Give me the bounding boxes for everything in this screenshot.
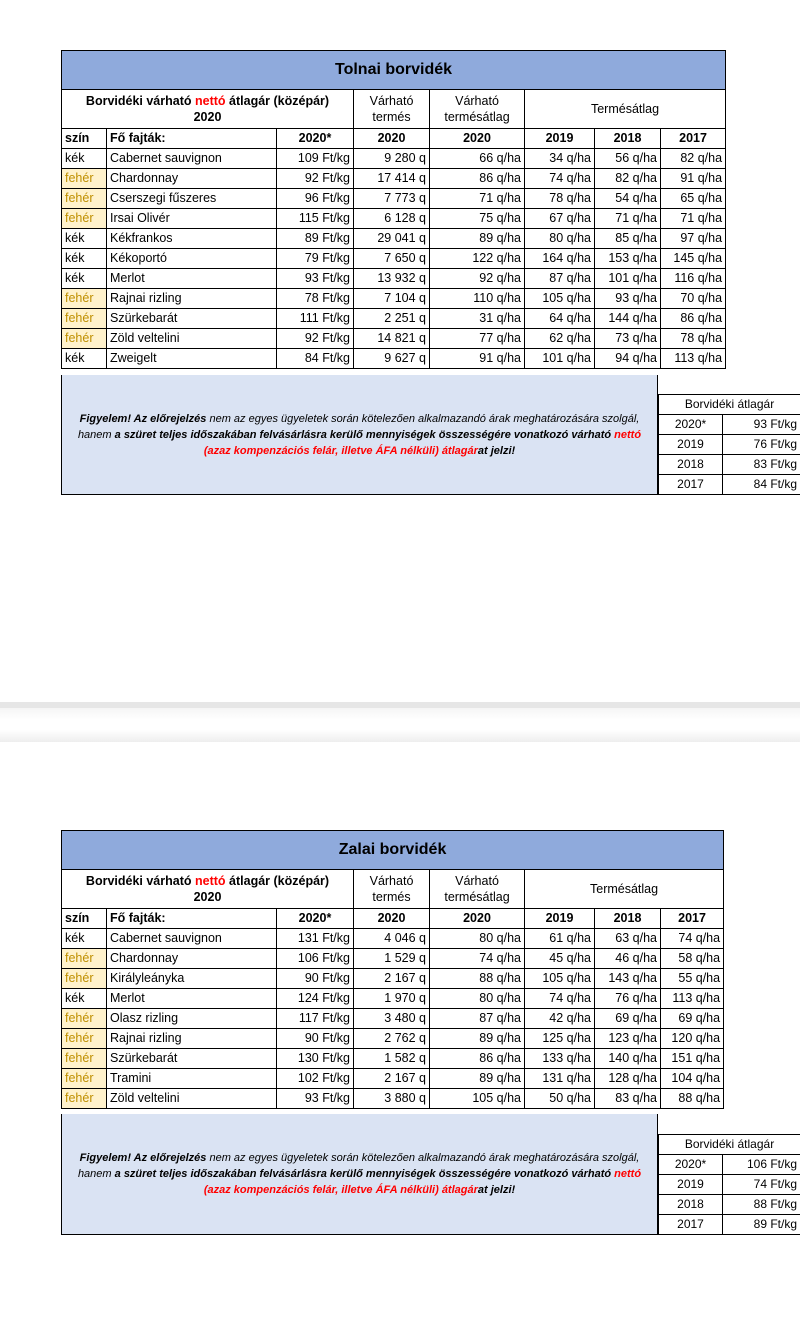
expected-yield-header: Várható termés [354,90,430,129]
avg-year: 2019 [659,435,723,455]
cell-price: 84 Ft/kg [277,349,354,369]
avg-price: 74 Ft/kg [723,1175,800,1195]
table-row [62,1069,724,1089]
cell-2019: 125 q/ha [525,1029,595,1049]
avg-year: 2018 [659,455,723,475]
note-text: Figyelem! Az előrejelzés nem az egyes ügyeletek során kötelezően alkalmazandó árak meghatározására szolgál, hanem a szüret teljes időszakában felvásárlásra kerülő mennyiségek összességére vonatkozó várható nettó (azaz kompenzációs felár, illetve ÁFA nélküli) átlagárat jelzi! [77,412,642,457]
cell-variety: Rajnai rizling [107,289,277,309]
cell-2017: 78 q/ha [661,329,726,349]
cell-2017: 145 q/ha [661,249,726,269]
avg-year: 2019 [659,1175,723,1195]
cell-2018: 63 q/ha [595,929,661,949]
col-2017: 2017 [661,129,726,149]
cell-2018: 82 q/ha [595,169,661,189]
table-row [62,249,726,269]
table-row [62,349,726,369]
expected-avg-header: Várható termésátlag [430,90,525,129]
cell-2018: 93 q/ha [595,289,661,309]
col-2018: 2018 [595,909,661,929]
cell-variety: Zweigelt [107,349,277,369]
cell-color: fehér [62,329,107,349]
cell-variety: Cabernet sauvignon [107,929,277,949]
table-row [62,929,724,949]
cell-yield: 9 280 q [354,149,430,169]
cell-avg: 91 q/ha [430,349,525,369]
note-box [61,375,658,495]
cell-2019: 87 q/ha [525,269,595,289]
price-header: Borvidéki várható nettó átlagár (középár) 2020 [62,870,354,909]
cell-2019: 64 q/ha [525,309,595,329]
cell-avg: 71 q/ha [430,189,525,209]
cell-2019: 45 q/ha [525,949,595,969]
col-avg: 2020 [430,129,525,149]
note-box [61,1114,658,1235]
cell-variety: Zöld veltelini [107,1089,277,1109]
table-row [62,969,724,989]
cell-2017: 65 q/ha [661,189,726,209]
cell-avg: 110 q/ha [430,289,525,309]
cell-2019: 78 q/ha [525,189,595,209]
cell-2017: 71 q/ha [661,209,726,229]
cell-yield: 17 414 q [354,169,430,189]
cell-2018: 128 q/ha [595,1069,661,1089]
avg-year: 2017 [659,475,723,495]
cell-price: 78 Ft/kg [277,289,354,309]
cell-2018: 140 q/ha [595,1049,661,1069]
cell-yield: 2 251 q [354,309,430,329]
cell-2018: 71 q/ha [595,209,661,229]
cell-variety: Cserszegi fűszeres [107,189,277,209]
cell-price: 115 Ft/kg [277,209,354,229]
cell-variety: Merlot [107,989,277,1009]
cell-color: fehér [62,1009,107,1029]
cell-2017: 82 q/ha [661,149,726,169]
expected-yield-header: Várható termés [354,870,430,909]
col-price: 2020* [277,129,354,149]
cell-2017: 70 q/ha [661,289,726,309]
expected-avg-header: Várható termésátlag [430,870,525,909]
cell-avg: 74 q/ha [430,949,525,969]
cell-yield: 9 627 q [354,349,430,369]
cell-2018: 83 q/ha [595,1089,661,1109]
cell-price: 92 Ft/kg [277,329,354,349]
cell-2019: 131 q/ha [525,1069,595,1089]
cell-avg: 31 q/ha [430,309,525,329]
avg-price: 84 Ft/kg [723,475,800,495]
cell-2017: 151 q/ha [661,1049,724,1069]
cell-2018: 153 q/ha [595,249,661,269]
section-tolnai [61,50,725,369]
table-row [62,989,724,1009]
table-row [62,949,724,969]
cell-price: 96 Ft/kg [277,189,354,209]
avg-year: 2017 [659,1215,723,1235]
col-price: 2020* [277,909,354,929]
cell-yield: 1 529 q [354,949,430,969]
col-color: szín [62,909,107,929]
cell-yield: 7 773 q [354,189,430,209]
cell-color: kék [62,269,107,289]
page-divider [0,702,800,742]
cell-2019: 50 q/ha [525,1089,595,1109]
cell-2018: 76 q/ha [595,989,661,1009]
cell-2019: 42 q/ha [525,1009,595,1029]
cell-price: 124 Ft/kg [277,989,354,1009]
table-row [62,1009,724,1029]
cell-yield: 3 480 q [354,1009,430,1029]
harvest-avg-header: Termésátlag [525,90,726,129]
cell-avg: 88 q/ha [430,969,525,989]
cell-2019: 133 q/ha [525,1049,595,1069]
cell-2018: 46 q/ha [595,949,661,969]
cell-yield: 7 104 q [354,289,430,309]
cell-color: kék [62,349,107,369]
cell-avg: 66 q/ha [430,149,525,169]
note-text: Figyelem! Az előrejelzés nem az egyes ügyeletek során kötelezően alkalmazandó árak meghatározására szolgál, hanem a szüret teljes időszakában felvásárlásra kerülő mennyiségek összességére vonatkozó várható nettó (azaz kompenzációs felár, illetve ÁFA nélküli) átlagárat jelzi! [77,1152,642,1196]
cell-yield: 29 041 q [354,229,430,249]
cell-variety: Tramini [107,1069,277,1089]
table-row [62,1049,724,1069]
cell-yield: 13 932 q [354,269,430,289]
cell-2017: 116 q/ha [661,269,726,289]
cell-variety: Királyleányka [107,969,277,989]
cell-2018: 56 q/ha [595,149,661,169]
cell-yield: 14 821 q [354,329,430,349]
cell-2017: 113 q/ha [661,989,724,1009]
col-2019: 2019 [525,129,595,149]
cell-2018: 94 q/ha [595,349,661,369]
col-2019: 2019 [525,909,595,929]
table-row [62,189,726,209]
cell-color: fehér [62,1089,107,1109]
cell-color: fehér [62,289,107,309]
table-row [62,1089,724,1109]
cell-2018: 54 q/ha [595,189,661,209]
table-row [62,209,726,229]
cell-yield: 2 167 q [354,1069,430,1089]
cell-2018: 101 q/ha [595,269,661,289]
avg-table-title: Borvidéki átlagár [659,1135,800,1155]
cell-price: 89 Ft/kg [277,229,354,249]
cell-variety: Rajnai rizling [107,1029,277,1049]
cell-2019: 61 q/ha [525,929,595,949]
rows-body [62,149,726,369]
avg-price: 76 Ft/kg [723,435,800,455]
cell-yield: 4 046 q [354,929,430,949]
cell-color: fehér [62,949,107,969]
section-title: Zalai borvidék [62,831,724,870]
cell-avg: 89 q/ha [430,1069,525,1089]
cell-avg: 86 q/ha [430,169,525,189]
cell-2019: 74 q/ha [525,989,595,1009]
cell-variety: Chardonnay [107,949,277,969]
cell-2019: 67 q/ha [525,209,595,229]
cell-variety: Chardonnay [107,169,277,189]
cell-price: 130 Ft/kg [277,1049,354,1069]
table-row [62,289,726,309]
cell-color: kék [62,989,107,1009]
col-variety: Fő fajták: [107,129,277,149]
cell-yield: 1 970 q [354,989,430,1009]
avg-year: 2020* [659,415,723,435]
cell-color: fehér [62,1049,107,1069]
table-row [62,309,726,329]
section-title: Tolnai borvidék [62,51,726,90]
cell-variety: Kékoportó [107,249,277,269]
cell-avg: 80 q/ha [430,989,525,1009]
cell-2017: 113 q/ha [661,349,726,369]
cell-variety: Merlot [107,269,277,289]
harvest-avg-header: Termésátlag [525,870,724,909]
cell-price: 93 Ft/kg [277,269,354,289]
col-color: szín [62,129,107,149]
col-yield: 2020 [354,129,430,149]
cell-2018: 85 q/ha [595,229,661,249]
cell-2017: 74 q/ha [661,929,724,949]
col-2017: 2017 [661,909,724,929]
avg-year: 2020* [659,1155,723,1175]
table-row [62,1029,724,1049]
table-row [62,169,726,189]
cell-avg: 77 q/ha [430,329,525,349]
cell-price: 117 Ft/kg [277,1009,354,1029]
cell-color: fehér [62,209,107,229]
cell-2017: 120 q/ha [661,1029,724,1049]
cell-avg: 122 q/ha [430,249,525,269]
avg-price: 88 Ft/kg [723,1195,800,1215]
cell-price: 109 Ft/kg [277,149,354,169]
cell-avg: 86 q/ha [430,1049,525,1069]
cell-2017: 91 q/ha [661,169,726,189]
col-yield: 2020 [354,909,430,929]
cell-avg: 75 q/ha [430,209,525,229]
cell-2018: 69 q/ha [595,1009,661,1029]
avg-price: 89 Ft/kg [723,1215,800,1235]
cell-avg: 87 q/ha [430,1009,525,1029]
cell-2019: 101 q/ha [525,349,595,369]
avg-price: 106 Ft/kg [723,1155,800,1175]
section-zalai [61,830,723,1109]
cell-color: fehér [62,969,107,989]
average-price-table [658,394,800,495]
data-table [61,830,724,1109]
price-header: Borvidéki várható nettó átlagár (középár) 2020 [62,90,354,129]
cell-avg: 89 q/ha [430,229,525,249]
cell-2017: 55 q/ha [661,969,724,989]
cell-variety: Kékfrankos [107,229,277,249]
cell-color: kék [62,249,107,269]
col-2018: 2018 [595,129,661,149]
cell-2017: 58 q/ha [661,949,724,969]
cell-color: fehér [62,189,107,209]
cell-avg: 80 q/ha [430,929,525,949]
cell-yield: 2 167 q [354,969,430,989]
cell-price: 102 Ft/kg [277,1069,354,1089]
cell-price: 106 Ft/kg [277,949,354,969]
cell-variety: Szürkebarát [107,309,277,329]
table-row [62,149,726,169]
cell-color: fehér [62,309,107,329]
cell-variety: Zöld veltelini [107,329,277,349]
avg-year: 2018 [659,1195,723,1215]
cell-2017: 69 q/ha [661,1009,724,1029]
cell-avg: 105 q/ha [430,1089,525,1109]
data-table [61,50,726,369]
cell-2018: 143 q/ha [595,969,661,989]
cell-variety: Irsai Olivér [107,209,277,229]
cell-price: 92 Ft/kg [277,169,354,189]
col-variety: Fő fajták: [107,909,277,929]
cell-2017: 88 q/ha [661,1089,724,1109]
cell-2017: 97 q/ha [661,229,726,249]
cell-price: 79 Ft/kg [277,249,354,269]
avg-table-title: Borvidéki átlagár [659,395,800,415]
cell-price: 90 Ft/kg [277,969,354,989]
cell-2019: 164 q/ha [525,249,595,269]
cell-2018: 144 q/ha [595,309,661,329]
cell-color: kék [62,229,107,249]
cell-yield: 2 762 q [354,1029,430,1049]
average-price-table [658,1134,800,1235]
cell-color: fehér [62,1029,107,1049]
cell-yield: 1 582 q [354,1049,430,1069]
cell-2019: 62 q/ha [525,329,595,349]
avg-price: 83 Ft/kg [723,455,800,475]
cell-variety: Szürkebarát [107,1049,277,1069]
cell-avg: 89 q/ha [430,1029,525,1049]
cell-yield: 6 128 q [354,209,430,229]
cell-2019: 105 q/ha [525,289,595,309]
cell-2018: 123 q/ha [595,1029,661,1049]
cell-avg: 92 q/ha [430,269,525,289]
cell-2017: 104 q/ha [661,1069,724,1089]
cell-2019: 34 q/ha [525,149,595,169]
cell-yield: 3 880 q [354,1089,430,1109]
rows-body [62,929,724,1109]
col-avg: 2020 [430,909,525,929]
cell-color: fehér [62,1069,107,1089]
cell-color: fehér [62,169,107,189]
table-row [62,269,726,289]
table-row [62,329,726,349]
cell-variety: Olasz rizling [107,1009,277,1029]
table-row [62,229,726,249]
cell-price: 111 Ft/kg [277,309,354,329]
cell-price: 131 Ft/kg [277,929,354,949]
cell-variety: Cabernet sauvignon [107,149,277,169]
cell-2019: 80 q/ha [525,229,595,249]
avg-price: 93 Ft/kg [723,415,800,435]
cell-price: 93 Ft/kg [277,1089,354,1109]
cell-2019: 105 q/ha [525,969,595,989]
cell-2019: 74 q/ha [525,169,595,189]
cell-yield: 7 650 q [354,249,430,269]
cell-color: kék [62,929,107,949]
cell-price: 90 Ft/kg [277,1029,354,1049]
cell-2017: 86 q/ha [661,309,726,329]
cell-color: kék [62,149,107,169]
cell-2018: 73 q/ha [595,329,661,349]
